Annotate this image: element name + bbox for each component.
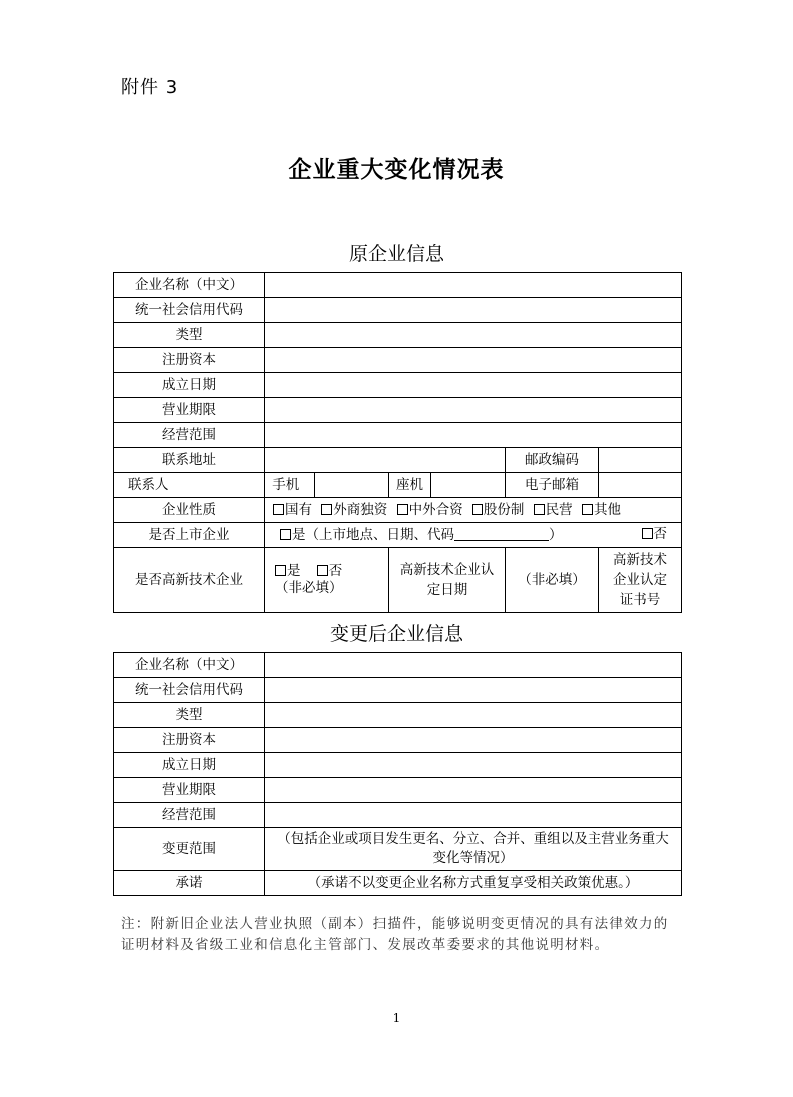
listed-no-option[interactable]: 否 <box>642 526 668 543</box>
label-term: 营业期限 <box>114 398 265 423</box>
checkbox-icon <box>534 504 545 515</box>
attachment-label: 附件 3 <box>121 77 179 98</box>
checkbox-icon <box>397 504 408 515</box>
hightech-yes-option[interactable]: 是 <box>275 563 301 579</box>
checkbox-icon <box>472 504 483 515</box>
new-capital-field[interactable] <box>265 728 682 753</box>
checkbox-icon <box>280 529 291 540</box>
label-hightech: 是否高新技术企业 <box>114 548 265 613</box>
label-new-company-name: 企业名称（中文） <box>114 653 265 678</box>
nature-option-3[interactable]: 股份制 <box>472 502 525 518</box>
listed-yes-option[interactable]: 是（上市地点、日期、代码 <box>280 527 454 543</box>
credit-code-field[interactable] <box>265 298 682 323</box>
changed-info-table <box>113 652 682 896</box>
nature-option-5[interactable]: 其他 <box>582 502 621 518</box>
label-cert-no: 高新技术企业认定证书号 <box>599 548 682 613</box>
new-type-field[interactable] <box>265 703 682 728</box>
listed-yes-close: ） <box>549 526 563 543</box>
label-email: 电子邮箱 <box>506 473 599 498</box>
type-field[interactable] <box>265 323 682 348</box>
checkbox-icon <box>317 565 328 576</box>
label-postcode: 邮政编码 <box>506 448 599 473</box>
checkbox-icon <box>582 504 593 515</box>
change-scope-field[interactable]: （包括企业或项目发生更名、分立、合并、重组以及主营业务重大变化等情况） <box>265 828 682 871</box>
new-company-name-field[interactable] <box>265 653 682 678</box>
promise-field[interactable]: （承诺不以变更企业名称方式重复享受相关政策优惠。） <box>265 871 682 896</box>
nature-options <box>265 498 682 523</box>
label-cert-date: 高新技术企业认定日期 <box>389 548 506 613</box>
label-listed: 是否上市企业 <box>114 523 265 548</box>
nature-option-1[interactable]: 外商独资 <box>321 502 387 518</box>
label-promise: 承诺 <box>114 871 265 896</box>
capital-field[interactable] <box>265 348 682 373</box>
founded-field[interactable] <box>265 373 682 398</box>
hightech-options <box>265 548 389 613</box>
label-new-capital: 注册资本 <box>114 728 265 753</box>
email-field[interactable] <box>599 473 682 498</box>
original-info-table <box>113 272 682 613</box>
label-contact: 联系人 <box>114 473 265 498</box>
footnote: 注：附新旧企业法人营业执照（副本）扫描件，能够说明变更情况的具有法律效力的证明材料及省级工业和信息化主管部门、发展改革委要求的其他说明材料。 <box>121 916 669 953</box>
postcode-field[interactable] <box>599 448 682 473</box>
scope-field[interactable] <box>265 423 682 448</box>
label-mobile-text: 手机 <box>272 476 300 493</box>
address-field[interactable] <box>265 448 506 473</box>
mobile-field[interactable] <box>315 473 389 498</box>
company-name-field[interactable] <box>265 273 682 298</box>
label-scope: 经营范围 <box>114 423 265 448</box>
new-founded-field[interactable] <box>265 753 682 778</box>
new-term-field[interactable] <box>265 778 682 803</box>
checkbox-icon <box>321 504 332 515</box>
label-credit-code: 统一社会信用代码 <box>114 298 265 323</box>
label-new-type: 类型 <box>114 703 265 728</box>
term-field[interactable] <box>265 398 682 423</box>
label-landline: 座机 <box>389 473 431 498</box>
label-founded: 成立日期 <box>114 373 265 398</box>
nature-option-4[interactable]: 民营 <box>534 502 573 518</box>
nature-option-0[interactable]: 国有 <box>273 502 312 518</box>
changed-section-heading: 变更后企业信息 <box>329 623 463 645</box>
hightech-optional-note: （非必填） <box>275 580 343 596</box>
page-title: 企业重大变化情况表 <box>288 156 505 183</box>
label-new-credit-code: 统一社会信用代码 <box>114 678 265 703</box>
label-new-term: 营业期限 <box>114 778 265 803</box>
label-company-name: 企业名称（中文） <box>114 273 265 298</box>
label-change-scope: 变更范围 <box>114 828 265 871</box>
label-mobile <box>265 473 315 498</box>
new-credit-code-field[interactable] <box>265 678 682 703</box>
nature-option-2[interactable]: 中外合资 <box>397 502 463 518</box>
label-new-founded: 成立日期 <box>114 753 265 778</box>
label-new-scope: 经营范围 <box>114 803 265 828</box>
landline-field[interactable] <box>431 473 506 498</box>
label-address: 联系地址 <box>114 448 265 473</box>
checkbox-icon <box>273 504 284 515</box>
label-type: 类型 <box>114 323 265 348</box>
cert-date-field[interactable]: （非必填） <box>506 548 599 613</box>
original-section-heading: 原企业信息 <box>348 243 444 265</box>
listed-options <box>265 523 682 548</box>
checkbox-icon <box>275 565 286 576</box>
hightech-no-option[interactable]: 否 <box>317 563 343 579</box>
listed-detail-blank[interactable] <box>454 528 549 541</box>
page-number: 1 <box>392 1011 401 1025</box>
label-nature: 企业性质 <box>114 498 265 523</box>
label-capital: 注册资本 <box>114 348 265 373</box>
new-scope-field[interactable] <box>265 803 682 828</box>
checkbox-icon <box>642 528 653 539</box>
